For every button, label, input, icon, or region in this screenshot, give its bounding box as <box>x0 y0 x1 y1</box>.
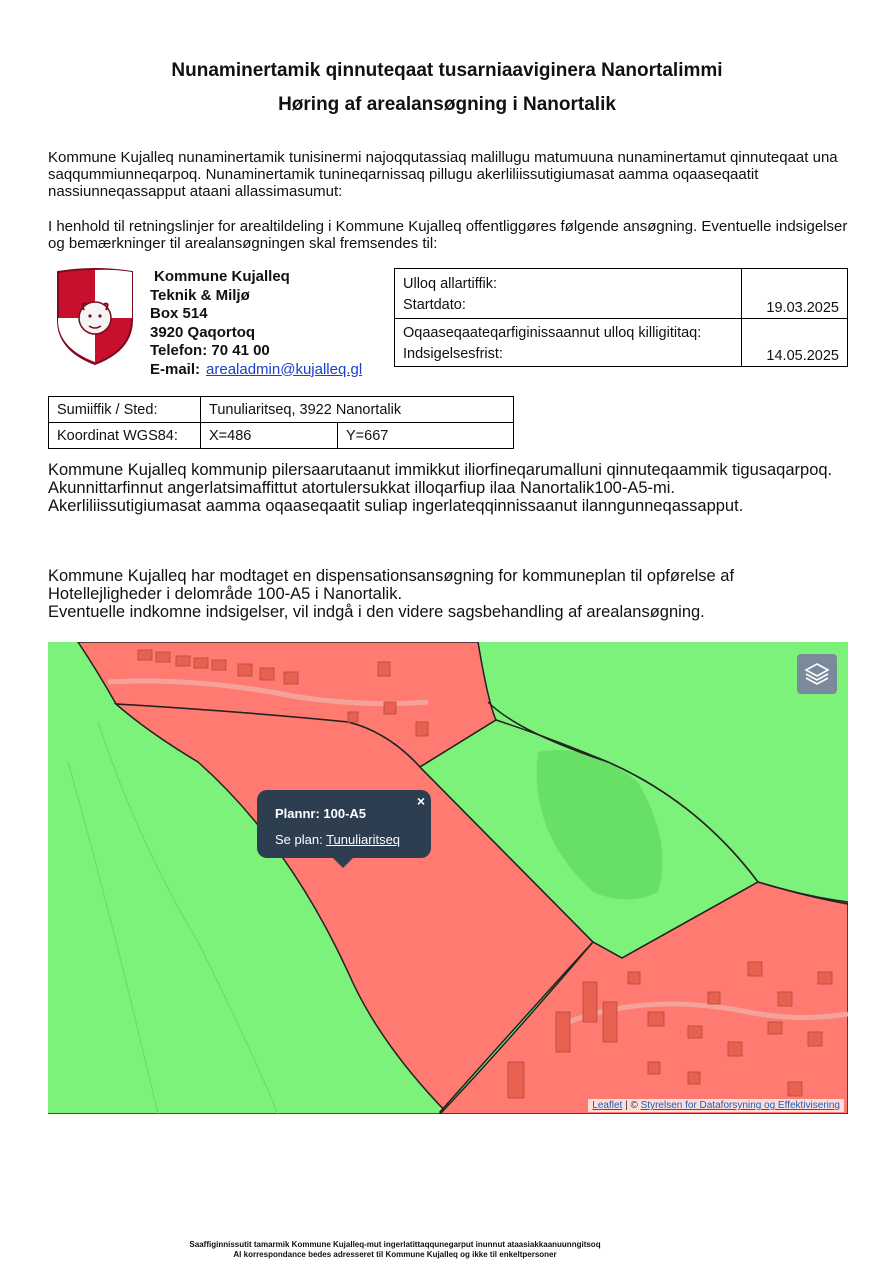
popup-link-prefix: Se plan: <box>275 832 323 847</box>
plan-map[interactable] <box>48 642 848 1114</box>
contact-name: Kommune Kujalleq <box>154 268 290 285</box>
footer-line-danish: Al korrespondance bedes adresseret til Kommune Kujalleq og ikke til enkeltpersoner <box>233 1250 557 1259</box>
attribution-separator: | © <box>622 1100 641 1111</box>
data-source-link[interactable]: Styrelsen for Dataforsyning og Effektivisering <box>640 1100 840 1111</box>
layers-icon <box>797 654 837 694</box>
location-table <box>48 396 514 449</box>
deadline-label-kl: Oqaaseqaateqarfiginissaannut ulloq killigititaq: <box>403 325 702 341</box>
place-label: Sumiiffik / Sted: <box>49 397 201 423</box>
desc-kl-line1: Kommune Kujalleq kommunip pilersaarutaanut immikkut iliorfineqarumalluni qinnuteqaammik tigusaqarpoq. <box>48 461 833 479</box>
coord-x: X=486 <box>201 423 338 449</box>
place-value: Tunuliaritseq, 3922 Nanortalik <box>201 397 514 423</box>
intro-danish: I henhold til retningslinjer for arealtildeling i Kommune Kujalleq offentliggøres følgende ansøgning. Eventuelle indsigelser og bemærkninger til arealansøgningen skal fremsendes til: <box>48 218 848 252</box>
description-danish <box>48 567 858 621</box>
intro-greenlandic: Kommune Kujalleq nunaminertamik tunisinermi najoqqutassiaq malillugu matumuuna nunaminertamut qinnuteqaat una saqqummiunneqarpoq. Nunaminertamik tunineqarnissaq pillugu akerliliissutigiumasat aamma oqaaseqaatit nassiunneqassapput ataani allassimasumut: <box>48 149 838 200</box>
dates-table <box>394 268 848 367</box>
contact-box: Box 514 <box>150 305 208 322</box>
contact-phone: Telefon: 70 41 00 <box>150 342 270 359</box>
coord-y: Y=667 <box>338 423 514 449</box>
plan-popup <box>257 790 431 858</box>
footer-line-greenlandic: Saaffiginnissutit tamarmik Kommune Kujalleq-mut ingerlatittaqqunegarput inunnut ataasiakkaanuunngitsoq <box>189 1240 601 1249</box>
leaflet-link[interactable]: Leaflet <box>592 1100 623 1111</box>
contact-email-link[interactable]: arealadmin@kujalleq.gl <box>206 360 363 378</box>
layers-control-button[interactable] <box>797 654 837 694</box>
intro-block-da <box>48 218 858 252</box>
popup-tip <box>333 858 353 868</box>
contact-email-row <box>150 361 362 380</box>
popup-close-icon[interactable]: × <box>416 793 425 809</box>
title-danish: Høring af arealansøgning i Nanortalik <box>278 94 616 115</box>
deadline-value: 14.05.2025 <box>742 319 848 367</box>
coord-label: Koordinat WGS84: <box>49 423 201 449</box>
start-label-da: Startdato: <box>403 297 466 313</box>
kommune-kujalleq-logo <box>56 268 134 366</box>
desc-da-line2: Hotellejligheder i delområde 100-A5 i Nanortalik. <box>48 585 403 603</box>
popup-plan-link[interactable]: Tunuliaritseq <box>326 832 401 847</box>
start-date-labels <box>395 269 742 319</box>
popup-plan-number: Plannr: 100-A5 <box>275 806 367 821</box>
contour-line <box>68 762 158 1114</box>
desc-kl-line3: Akerliliissutigiumasat aamma oqaaseqaatit suliap ingerlateqqinnissaanut ilanngunneqassapput. <box>48 497 744 515</box>
desc-kl-line2: Akunnittarfinnut angerlatsimaffittut atortulersukkat illoqarfiup ilaa Nanortalik100-A5-mi. <box>48 479 676 497</box>
contact-email-label: E-mail: <box>150 360 201 378</box>
map-canvas[interactable] <box>48 642 848 1114</box>
deadline-labels <box>395 319 742 367</box>
start-date-value: 19.03.2025 <box>742 269 848 319</box>
map-attribution <box>588 1099 844 1112</box>
contact-city: 3920 Qaqortoq <box>150 323 256 341</box>
deadline-label-da: Indsigelsesfrist: <box>403 346 503 362</box>
description-greenlandic <box>48 461 858 515</box>
desc-da-line1: Kommune Kujalleq har modtaget en dispensationsansøgning for kommuneplan til opførelse af <box>48 567 735 585</box>
footer <box>0 1240 790 1260</box>
desc-da-line3: Eventuelle indkomne indsigelser, vil indgå i den videre sagsbehandling af arealansøgning. <box>48 603 705 621</box>
title-greenlandic: Nunaminertamik qinnuteqaat tusarniaaviginera Nanortalimmi <box>171 60 723 81</box>
start-label-kl: Ulloq allartiffik: <box>403 276 498 292</box>
contact-department: Teknik & Miljø <box>150 286 250 304</box>
contact-address <box>150 268 362 379</box>
intro-block <box>48 149 858 200</box>
popup-plan-link-row <box>275 832 413 847</box>
